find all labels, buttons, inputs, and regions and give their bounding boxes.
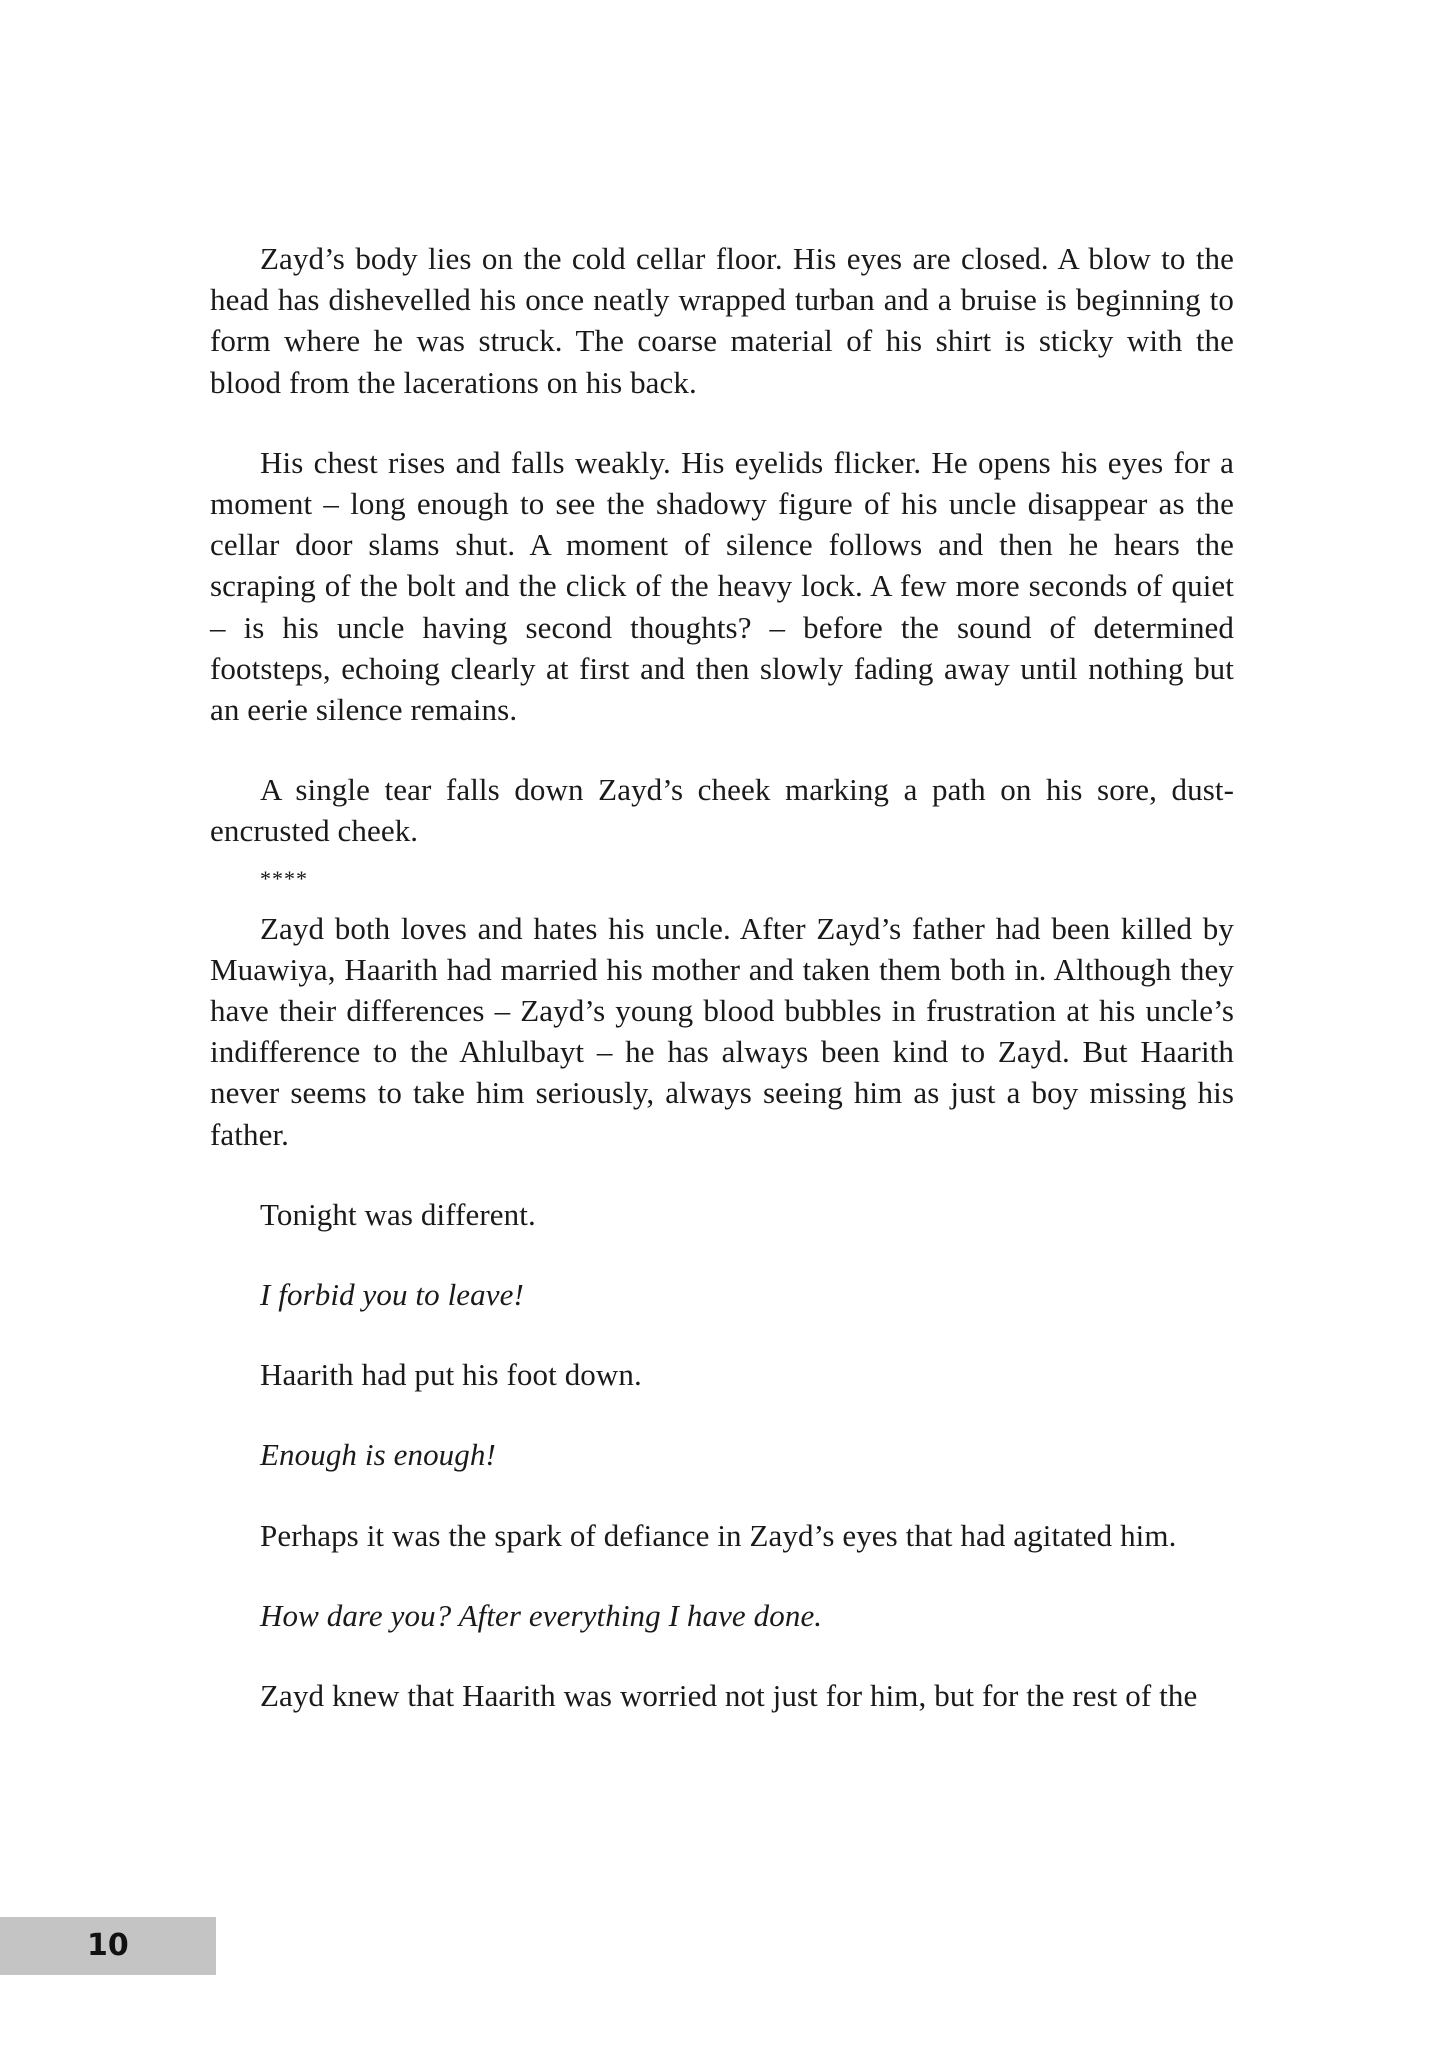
page-number-tab bbox=[0, 1917, 216, 1975]
paragraph-defiance: Perhaps it was the spark of defiance in Zayd’s eyes that had agitated him. bbox=[260, 1517, 1177, 1553]
paragraph-worried: Zayd knew that Haarith was worried not just for him, but for the rest of the bbox=[260, 1678, 1198, 1714]
paragraph-tonight: Tonight was different. bbox=[260, 1196, 536, 1232]
paragraph-loves-hates: Zayd both loves and hates his uncle. After Zayd’s father had been killed by Muawiya, Haarith had married his mother and taken them both in. Although they have their differences – Zayd’s young blood bubbles in frustration at his uncle’s indifference to the Ahlulbayt – he has always been kind to Zayd. But Haarith never seems to take him seriously, always seeing him as just a boy missing his father. bbox=[210, 910, 1234, 1152]
paragraph-cellar-floor: Zayd’s body lies on the cold cellar floor. His eyes are closed. A blow to the head has dishevelled his once neatly wrapped turban and a bruise is beginning to form where he was struck. The coarse material of his shirt is sticky with the blood from the lacerations on his back. bbox=[210, 241, 1234, 400]
body-text bbox=[210, 238, 1234, 1716]
dialogue-enough: Enough is enough! bbox=[260, 1437, 496, 1473]
dialogue-forbid: I forbid you to leave! bbox=[260, 1277, 524, 1313]
section-break: **** bbox=[260, 865, 308, 891]
paragraph-chest-rises: His chest rises and falls weakly. His eyelids flicker. He opens his eyes for a moment – long enough to see the shadowy figure of his uncle disappear as the cellar door slams shut. A moment of silence follows and then he hears the scraping of the bolt and the click of the heavy lock. A few more seconds of quiet – is his uncle having second thoughts? – before the sound of determined footsteps, echoing clearly at first and then slowly fading away until nothing but an eerie silence remains. bbox=[210, 444, 1234, 728]
page-number: 10 bbox=[87, 1928, 129, 1963]
paragraph-foot-down: Haarith had put his foot down. bbox=[260, 1357, 642, 1393]
dialogue-how-dare: How dare you? After everything I have done. bbox=[260, 1597, 823, 1633]
paragraph-single-tear: A single tear falls down Zayd’s cheek marking a path on his sore, dust-encrusted cheek. bbox=[210, 772, 1234, 849]
